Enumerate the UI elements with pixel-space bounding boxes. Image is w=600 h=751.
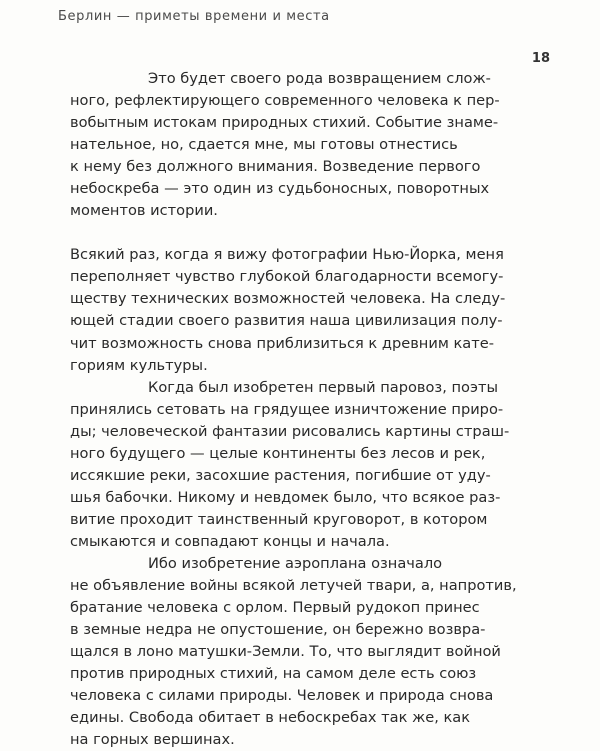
text-line: моментов истории. <box>70 202 218 220</box>
paragraph-3 <box>70 377 540 553</box>
text-line: против природных стихий, на самом деле есть союз <box>70 665 477 683</box>
text-line: чит возможность снова приблизиться к древним кате- <box>70 334 494 352</box>
text-line: Это будет своего рода возвращением слож- <box>148 70 491 87</box>
text-line: витие проходит таинственный круговорот, в котором <box>70 510 488 528</box>
text-line: на горных вершинах. <box>70 731 235 749</box>
text-line: ществу технических возможностей человека. На следу- <box>70 290 506 308</box>
text-line: ды; человеческой фантазии рисовались картины страш- <box>70 422 510 440</box>
text-line: вобытным истокам природных стихий. Событие знаме- <box>70 114 499 132</box>
text-line: иссякшие реки, засохшие растения, погибшие от уду- <box>70 466 491 484</box>
text-line: принялись сетовать на грядущее изничтожение приро- <box>70 400 504 418</box>
text-line: человека с силами природы. Человек и природа снова <box>70 687 494 705</box>
body-text <box>70 68 540 751</box>
text-line: переполняет чувство глубокой благодарности всемогу- <box>70 268 504 286</box>
text-line: ного, рефлектирующего современного человека к пер- <box>70 92 500 110</box>
page-number: 18 <box>531 51 550 66</box>
text-line: небоскреба — это один из судьбоносных, поворотных <box>70 180 490 198</box>
text-line: нательное, но, сдается мне, мы готовы отнестись <box>70 136 458 154</box>
text-line: смыкаются и совпадают концы и начала. <box>70 532 390 550</box>
text-line: Когда был изобретен первый паровоз, поэты <box>148 378 498 396</box>
text-line: Всякий раз, когда я вижу фотографии Нью-Йорка, меня <box>70 246 504 264</box>
text-line: едины. Свобода обитает в небоскребах так же, как <box>70 709 471 727</box>
text-line: щался в лоно матушки-Земли. То, что выглядит войной <box>70 643 501 661</box>
text-line: шья бабочки. Никому и невдомек было, что всякое раз- <box>70 488 501 506</box>
paragraph-2 <box>70 244 540 376</box>
text-line: ного будущего — целые континенты без лесов и рек, <box>70 444 486 462</box>
text-line: к нему без должного внимания. Возведение первого <box>70 158 481 176</box>
text-line: ющей стадии своего развития наша цивилизация полу- <box>70 312 503 330</box>
text-line: Ибо изобретение аэроплана означало <box>148 554 443 572</box>
section-gap <box>70 222 540 244</box>
text-line: братание человека с орлом. Первый рудокоп принес <box>70 599 480 617</box>
paragraph-4 <box>70 553 540 751</box>
text-line: не объявление войны всякой летучей твари, а, напротив, <box>70 577 517 595</box>
text-line: гориям культуры. <box>70 356 208 374</box>
text-line: в земные недра не опустошение, он бережно возвра- <box>70 621 486 639</box>
paragraph-1 <box>70 68 540 222</box>
running-title: Берлин — приметы времени и места <box>58 9 330 24</box>
